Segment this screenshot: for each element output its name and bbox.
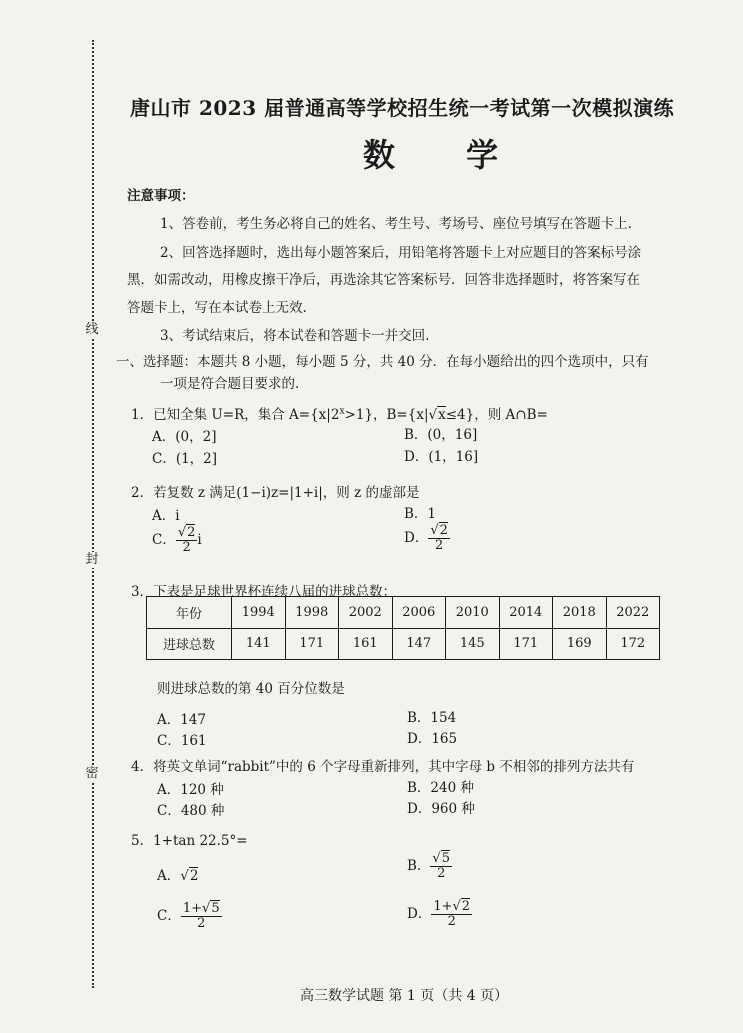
table-cell-year: 1998 — [285, 597, 339, 629]
table-cell-year: 2006 — [392, 597, 446, 629]
binding-dotted-line — [92, 40, 94, 988]
notice-item-2-line-3: 答题卡上，写在本试卷上无效. — [127, 300, 307, 316]
section-1-line-1: 一、选择题：本题共 8 小题，每小题 5 分，共 40 分．在每小题给出的四个选项中，只有 — [116, 354, 649, 370]
q2-option-c: C． $\frac{√2}{2}$ i — [152, 525, 202, 555]
table-cell-goals: 147 — [392, 628, 446, 660]
q5-option-d: D． $\frac{1+√2}{2}$ — [407, 899, 471, 929]
q2-stem: 2．若复数 z 满足(1−i)z=|1+i|，则 z 的虚部是 — [131, 485, 420, 501]
q3-option-d: D．165 — [407, 731, 458, 747]
table-header-goals: 进球总数 — [147, 628, 232, 660]
table-cell-year: 2010 — [446, 597, 500, 629]
table-cell-goals: 171 — [285, 628, 339, 660]
q1-option-a: A．(0，2] — [152, 429, 217, 445]
q1-option-b: B．(0，16] — [404, 427, 478, 443]
table-row-years — [147, 597, 660, 629]
q2-option-b: B．1 — [404, 506, 437, 522]
margin-char-xian: 线 — [85, 322, 99, 337]
q3-option-a: A．147 — [157, 712, 207, 728]
exam-title: 唐山市 2023 届普通高等学校招生统一考试第一次模拟演练 — [130, 96, 675, 120]
table-header-year: 年份 — [147, 597, 232, 629]
page-footer: 高三数学试题 第 1 页（共 4 页） — [300, 988, 509, 1004]
table-row-goals — [147, 628, 660, 660]
q3-stem: 3．下表是足球世界杯连续八届的进球总数： — [131, 584, 397, 600]
q5-option-c: C． $\frac{1+√5}{2}$ — [157, 901, 220, 931]
table-cell-goals: 141 — [232, 628, 286, 660]
notice-item-3: 3、考试结束后，将本试卷和答题卡一并交回. — [160, 328, 430, 344]
q3-question: 则进球总数的第 40 百分位数是 — [157, 681, 345, 697]
q3-option-c: C．161 — [157, 733, 207, 749]
q5-stem: 5．1+tan 22.5°= — [131, 833, 248, 849]
q2-option-d: D． $\frac{√2}{2}$ — [404, 523, 448, 553]
table-cell-goals: 161 — [339, 628, 393, 660]
table-cell-goals: 169 — [553, 628, 607, 660]
table-cell-year: 2018 — [553, 597, 607, 629]
table-cell-goals: 145 — [446, 628, 500, 660]
notice-item-2-line-1: 2、回答选择题时，选出每小题答案后，用铅笔将答题卡上对应题目的答案标号涂 — [160, 245, 642, 261]
world-cup-goals-table — [146, 596, 660, 660]
table-cell-year: 2022 — [606, 597, 660, 629]
q5-option-a: A．√2 — [157, 868, 199, 884]
table-cell-year: 1994 — [232, 597, 286, 629]
subject-title: 数 学 — [363, 136, 529, 174]
notice-heading: 注意事项： — [127, 188, 195, 204]
margin-char-feng: 封 — [85, 552, 99, 567]
q4-option-c: C．480 种 — [157, 803, 225, 819]
q1-option-d: D．(1，16] — [404, 449, 479, 465]
notice-item-2-line-2: 黑．如需改动，用橡皮擦干净后，再选涂其它答案标号．回答非选择题时，将答案写在 — [127, 272, 640, 288]
q2-option-a: A．i — [152, 508, 180, 524]
q1-stem: 1．已知全集 U=R，集合 $A=\{x|2^x>1\}$，B={x|√x≤4}，则 A∩B= — [131, 406, 548, 423]
q4-option-d: D．960 种 — [407, 801, 475, 817]
notice-item-1: 1、答卷前，考生务必将自己的姓名、考生号、考场号、座位号填写在答题卡上. — [160, 216, 632, 232]
table-cell-year: 2002 — [339, 597, 393, 629]
q4-option-a: A．120 种 — [157, 782, 224, 798]
section-1-line-2: 一项是符合题目要求的. — [160, 376, 300, 392]
table-cell-goals: 171 — [499, 628, 553, 660]
q4-option-b: B．240 种 — [407, 780, 474, 796]
q5-option-b: B． $\frac{√5}{2}$ — [407, 851, 450, 881]
q3-option-b: B．154 — [407, 710, 457, 726]
margin-char-mi: 密 — [85, 766, 99, 781]
table-cell-goals: 172 — [606, 628, 660, 660]
q4-stem: 4．将英文单词“rabbit”中的 6 个字母重新排列，其中字母 b 不相邻的排列方法共有 — [131, 759, 635, 775]
q1-option-c: C．(1，2] — [152, 451, 218, 467]
table-cell-year: 2014 — [499, 597, 553, 629]
